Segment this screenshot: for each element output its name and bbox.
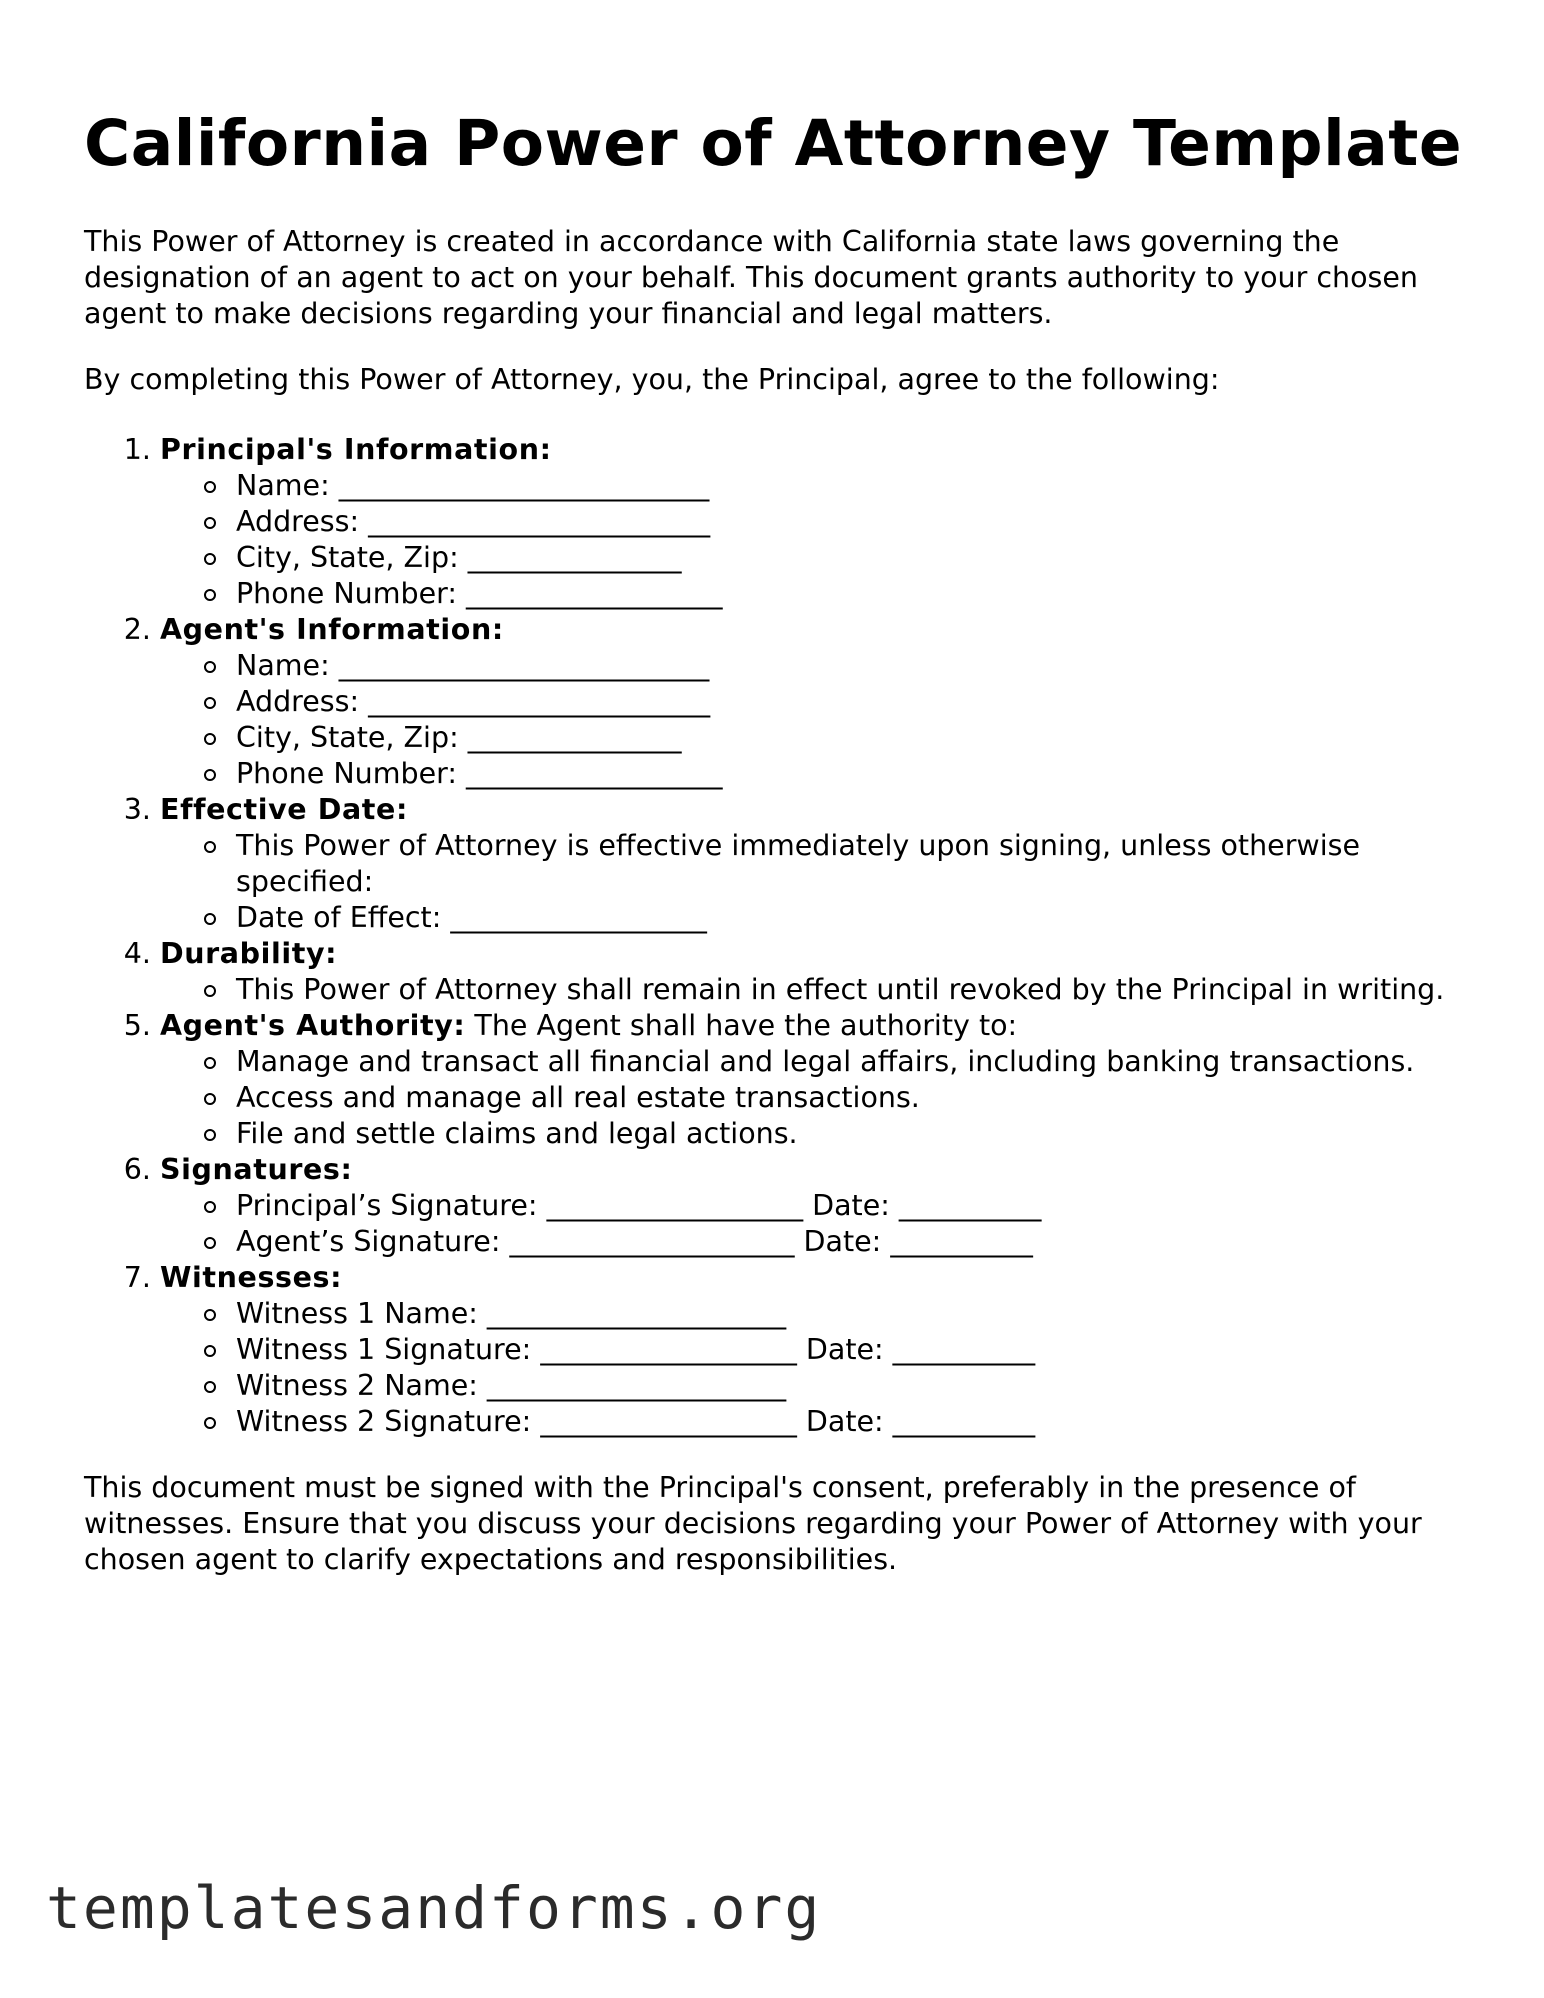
section-agent-information bbox=[160, 612, 1464, 792]
list-item: Phone Number: __________________ bbox=[236, 756, 1464, 792]
section-witnesses bbox=[160, 1260, 1464, 1440]
list-item: City, State, Zip: _______________ bbox=[236, 540, 1464, 576]
list-item: City, State, Zip: _______________ bbox=[236, 720, 1464, 756]
document-page bbox=[84, 100, 1464, 1608]
list-item: Principal’s Signature: __________________ Date: __________ bbox=[236, 1188, 1464, 1224]
field-list bbox=[160, 1188, 1464, 1260]
section-heading: Witnesses: bbox=[160, 1261, 343, 1294]
field-list bbox=[160, 1296, 1464, 1440]
section-heading: Signatures: bbox=[160, 1153, 353, 1186]
section-durability bbox=[160, 936, 1464, 1008]
list-item: Phone Number: __________________ bbox=[236, 576, 1464, 612]
field-list bbox=[160, 1044, 1464, 1152]
list-item: Name: __________________________ bbox=[236, 468, 1464, 504]
list-item: Address: ________________________ bbox=[236, 504, 1464, 540]
section-agent-authority bbox=[160, 1008, 1464, 1152]
list-item: This Power of Attorney is effective immediately upon signing, unless otherwise specified: bbox=[236, 828, 1464, 900]
field-list bbox=[160, 468, 1464, 612]
agreement-lead-in: By completing this Power of Attorney, you, the Principal, agree to the following: bbox=[84, 363, 1220, 396]
sections-list bbox=[84, 432, 1464, 1440]
section-heading: Durability: bbox=[160, 937, 338, 970]
field-list bbox=[160, 828, 1464, 936]
list-item: Witness 2 Name: _____________________ bbox=[236, 1368, 1464, 1404]
list-item: Date of Effect: __________________ bbox=[236, 900, 1464, 936]
page-title: California Power of Attorney Template bbox=[84, 107, 1463, 180]
list-item: Manage and transact all financial and legal affairs, including banking transactions. bbox=[236, 1044, 1464, 1080]
intro-paragraph: This Power of Attorney is created in accordance with California state laws governing the designation of an agent to act on your behalf. This document grants authority to your chosen agent to make decisions regarding your financial and legal matters. bbox=[84, 225, 1418, 330]
list-item: Witness 2 Signature: __________________ Date: __________ bbox=[236, 1404, 1464, 1440]
section-lead-text: The Agent shall have the authority to: bbox=[465, 1009, 1018, 1042]
watermark-text: templatesandforms.org bbox=[46, 1874, 822, 1942]
section-heading: Effective Date: bbox=[160, 793, 408, 826]
field-list bbox=[160, 648, 1464, 792]
section-principal-information bbox=[160, 432, 1464, 612]
list-item: Agent’s Signature: ____________________ Date: __________ bbox=[236, 1224, 1464, 1260]
section-heading: Agent's Authority: bbox=[160, 1009, 466, 1042]
list-item: Witness 1 Signature: __________________ Date: __________ bbox=[236, 1332, 1464, 1368]
closing-paragraph: This document must be signed with the Principal's consent, preferably in the presence of witnesses. Ensure that you discuss your decisions regarding your Power of Attorney with your chosen agent to clarify expectations and responsibilities. bbox=[84, 1471, 1422, 1576]
list-item: File and settle claims and legal actions. bbox=[236, 1116, 1464, 1152]
list-item: Access and manage all real estate transactions. bbox=[236, 1080, 1464, 1116]
list-item: Address: ________________________ bbox=[236, 684, 1464, 720]
list-item: Name: __________________________ bbox=[236, 648, 1464, 684]
section-heading: Agent's Information: bbox=[160, 613, 504, 646]
section-heading: Principal's Information: bbox=[160, 433, 552, 466]
list-item: This Power of Attorney shall remain in effect until revoked by the Principal in writing. bbox=[236, 972, 1464, 1008]
section-effective-date bbox=[160, 792, 1464, 936]
list-item: Witness 1 Name: _____________________ bbox=[236, 1296, 1464, 1332]
field-list bbox=[160, 972, 1464, 1008]
section-signatures bbox=[160, 1152, 1464, 1260]
